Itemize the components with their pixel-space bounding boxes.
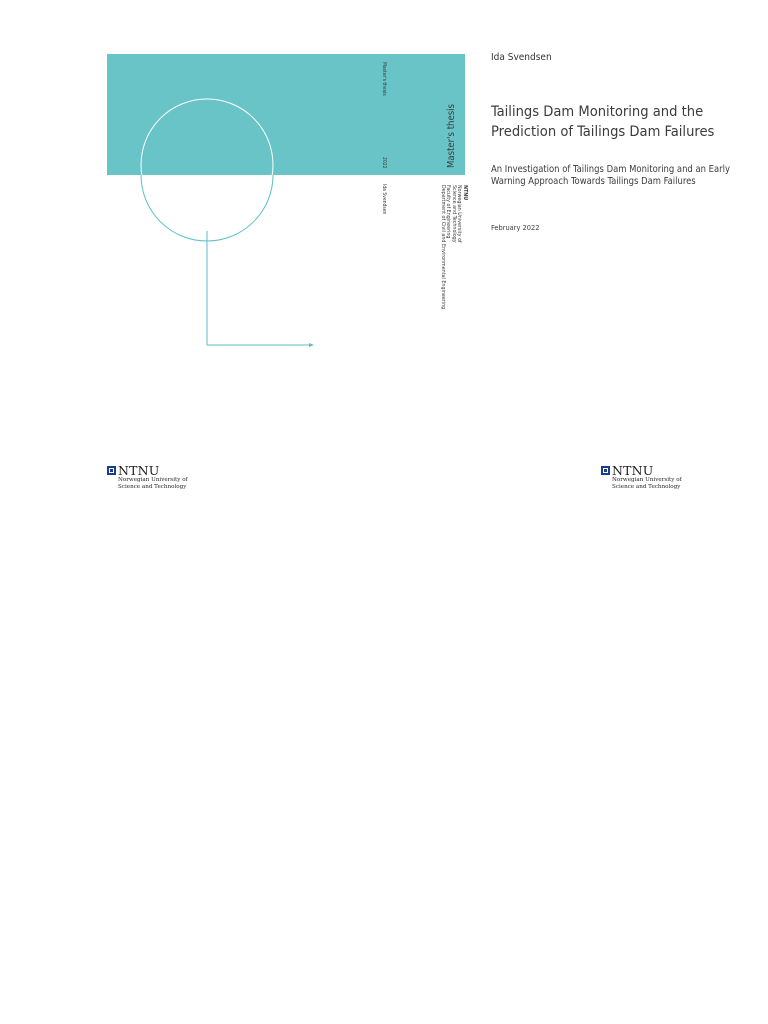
spine-inst-line3: Faculty of Engineering [445, 185, 451, 239]
thesis-subtitle: An Investigation of Tailings Dam Monitoring and an Early Warning Approach Towards Tailings Dam Failures [491, 164, 730, 188]
cover-circle-lower-arc [141, 175, 273, 241]
ntnu-logo-name: NTNU [612, 463, 654, 478]
spine-ntnu: NTNU [462, 185, 467, 201]
spine-inst-line2: Science and Technology [450, 185, 456, 243]
ntnu-logo-mark-icon [107, 466, 116, 475]
ntnu-logo-line2: Science and Technology [118, 484, 187, 491]
ntnu-logo-line1: Norwegian University of [118, 477, 188, 483]
ntnu-logo-line1: Norwegian University of [612, 477, 682, 483]
spine-masters-thesis: Master's thesis [446, 103, 457, 168]
author-name: Ida Svendsen [491, 52, 552, 63]
ntnu-logo-right [601, 464, 721, 492]
ntnu-logo-left [107, 464, 227, 492]
cover-teal-block [107, 54, 465, 175]
spine-inst-line1: Norwegian University of [456, 185, 462, 243]
spine-label: Master's thesis [381, 62, 387, 96]
thesis-title: Tailings Dam Monitoring and the Prediction of Tailings Dam Failures [491, 103, 715, 140]
spine-institution-block [439, 185, 467, 309]
cover-arrow-head [309, 343, 314, 347]
spine-author: Ida Svendsen [381, 184, 387, 215]
thesis-date: February 2022 [491, 223, 540, 232]
ntnu-logo-name: NTNU [118, 463, 160, 478]
ntnu-logo-mark-icon [601, 466, 610, 475]
spine-year: 2022 [381, 157, 387, 169]
ntnu-logo-line2: Science and Technology [612, 484, 681, 491]
spine-inst-line4: Department of Civil and Environmental Engineering [439, 185, 445, 310]
